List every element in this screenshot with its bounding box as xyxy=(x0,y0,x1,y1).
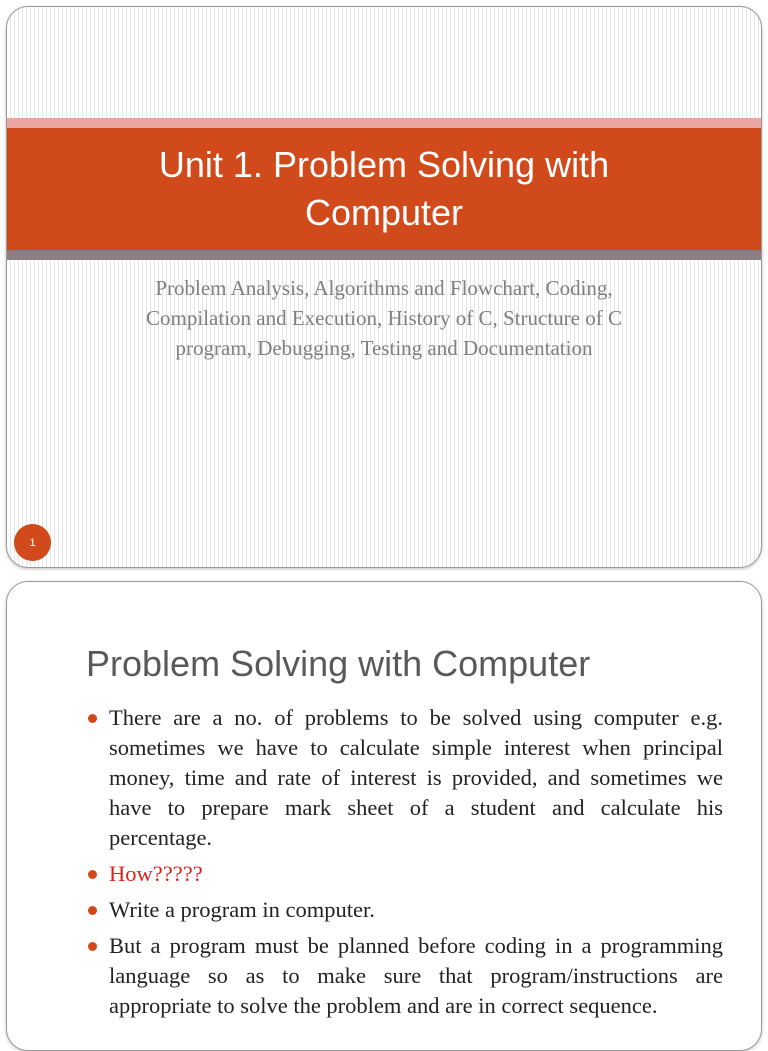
slide-1 xyxy=(6,6,762,568)
bullet-dot-icon xyxy=(88,870,97,879)
slide-2-title: Problem Solving with Computer xyxy=(86,643,591,684)
slide-2 xyxy=(6,581,762,1051)
bullet-list xyxy=(85,703,723,1027)
slide-number-badge: 1 xyxy=(14,524,51,561)
bullet-text: Write a program in computer. xyxy=(109,897,375,922)
gray-accent-band xyxy=(7,250,761,260)
bullet-dot-icon xyxy=(88,714,97,723)
slide-1-subtitle: Problem Analysis, Algorithms and Flowchart, Coding, Compilation and Execution, History of C, Structure of C program, Debugging, Testing and Documentation xyxy=(146,276,622,360)
bullet-dot-icon xyxy=(88,906,97,915)
title-bar xyxy=(7,128,761,250)
slide-1-title: Unit 1. Problem Solving with Computer xyxy=(158,144,610,233)
bullet-item xyxy=(85,859,723,889)
bullet-item xyxy=(85,703,723,853)
bullet-dot-icon xyxy=(88,942,97,951)
bullet-text: But a program must be planned before coding in a programming language so as to make sure that program/instructions are appropriate to solve the problem and are in correct sequence. xyxy=(109,933,723,1018)
pink-accent-band xyxy=(7,118,761,128)
bullet-item xyxy=(85,895,723,925)
bullet-text: There are a no. of problems to be solved using computer e.g. sometimes we have to calculate simple interest when principal money, time and rate of interest is provided, and sometimes we have to prepare mark sheet of a student and calculate his percentage. xyxy=(109,705,723,850)
bullet-item xyxy=(85,931,723,1021)
bullet-text: How????? xyxy=(109,861,203,886)
